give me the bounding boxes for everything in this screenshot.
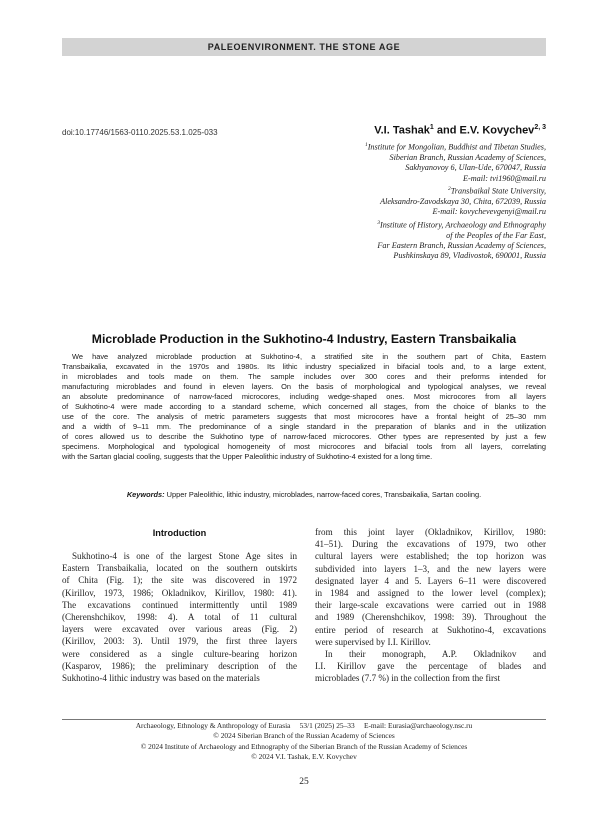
article-title: Microblade Production in the Sukhotino-4 Industry, Eastern Transbaikalia [91,332,517,346]
keywords-label: Keywords: [126,490,165,499]
footer-copyright-1: © 2024 Siberian Branch of the Russian Academy of Sciences [213,731,395,741]
footer-issue: 53/1 (2025) 25–33 [299,721,355,730]
affiliation-text: Siberian Branch, Russian Academy of Sciences, [389,153,546,163]
affiliation-line [290,197,546,207]
body-column-right [315,526,546,685]
body-line: I.I. Kirillov gave the percentage of blades and [315,661,546,672]
footer-copyright-3: © 2024 V.I. Tashak, E.V. Kovychev [251,752,357,762]
footer [62,721,546,763]
body-line: (Kasparov, 1986); the preliminary description of the [62,660,297,671]
affiliation-text: Far Eastern Branch, Russian Academy of Sciences, [377,240,546,250]
body-line: The excavations continued intermittently until 1989 [62,599,297,610]
affiliation-text: Pushkinskaya 89, Vladivostok, 690001, Russia [393,251,546,261]
abstract-line: in microblades and tools made on them. The sample includes over 300 cores and their preforms intended for [62,372,546,382]
author-line [340,124,546,137]
affiliation-line [290,184,546,197]
affiliation-line [290,140,546,153]
abstract-line: Transbaikalia, excavated in the 1970s and 1980s. Its lithic industry specialized in bifacial tools and, to a large extent, [62,362,546,372]
body-line: (Kirillov, 1973, 1986; Okladnikov, Kirillov, 1980: 41). [62,587,297,598]
page-number: 25 [299,777,309,787]
affiliation-text: E-mail: kovychevevgenyi@mail.ru [432,207,546,217]
affiliation-line [290,231,546,241]
affiliation-line [290,207,546,217]
affiliation-text: Aleksandro-Zavodskaya 30, Chita, 672039, Russia [380,196,546,206]
footer-copyright-2: © 2024 Institute of Archaeology and Ethnography of the Siberian Branch of the Russian Academy of Sciences [140,741,468,751]
abstract-line: of cores allowed us to describe the Sukhotino type of narrow-faced microcores. Other types are represented by just a few [62,432,546,442]
body-line: 41–51). During the excavations of 1979, two other [315,539,546,550]
body-line: Sukhotino-4 lithic industry was based on the materials [62,673,260,684]
body-line: cultural layers were established; the top horizon was [315,551,546,562]
doi: doi:10.17746/1563-0110.2025.53.1.025-033 [62,128,218,137]
abstract-line: and a width of 9–11 mm. The predominance of a single standard in the preparation of blanks and in the utilization [62,422,546,432]
affiliation-line [290,174,546,184]
affiliations [290,140,546,261]
body-line: microblades (7.7 %) in the collection from the first [315,673,501,684]
footer-journal: Archaeology, Ethnology & Anthropology of Eurasia [135,721,291,730]
body-line: their large-scale excavations were carried out in 1988 [315,600,546,611]
footer-journal-line [62,721,546,731]
abstract-line: of Sukhotino-4 were made according to a standard scheme, which concerned all stages, from the choice of blanks to the [62,402,546,412]
abstract-line: an absolute predominance of narrow-faced microcores, including wedge-shaped ones. Most microcores from all layers [62,392,546,402]
section-heading: Introduction [152,528,207,538]
body-line: layers were excavated over various areas (Fig. 2) [62,624,297,635]
body-line: subdivided into layers 1–3, and the new layers were [315,563,546,574]
abstract-line: specimens. Morphological and typological homogeneity of most microcores and bifacial tools from all layers, correlating [62,442,546,452]
affiliation-sup: 3 [377,219,380,226]
body-column-left [62,550,297,684]
affiliation-line [290,241,546,251]
author-1: V.I. Tashak [374,124,430,137]
body-line: of Chita (Fig. 1); the site was discovered in 1972 [62,575,297,586]
abstract [62,352,546,463]
footer-email: E-mail: Eurasia@archaeology.nsc.ru [363,721,473,730]
abstract-line: use of the core. The analysis of metric parameters suggests that most microcores have a frontal height of 25–30 mm [62,412,546,422]
body-line: (Cherenshchikov, 1998: 4). A total of 11 cultural [62,612,297,623]
footer-rule [62,719,546,720]
body-line: (Kirillov, 2003: 3). Until 1979, the first three layers [62,636,297,647]
affiliation-sup: 1 [364,142,368,148]
affiliation-text: E-mail: tvi1960@mail.ru [462,173,546,183]
abstract-line: manufacturing microblades and found in eleven layers. On the basis of morphological and typological analyses, we reveal [62,382,546,392]
body-line: were considered as a single culture-bearing horizon [62,648,297,659]
affiliation-text: Transbaikal State University, [450,186,546,196]
keywords [62,490,546,499]
body-line: In their monograph, A.P. Okladnikov and [325,649,546,660]
author-2-sup: 2, 3 [534,124,546,131]
affiliation-line [290,218,546,231]
affiliation-text: Sakhyanovoy 6, Ulan-Ude, 670047, Russia [405,163,546,173]
affiliation-line [290,251,546,261]
affiliation-text: of the Peoples of the Far East, [446,230,546,240]
body-line: Eastern Transbaikalia, located on the southern outskirts [62,563,297,574]
author-1-sup: 1 [429,124,434,131]
body-line: and 1989 (Cherenshchikov, 1998: 39). Throughout the [315,612,546,623]
affiliation-text: Institute for Mongolian, Buddhist and Tibetan Studies, [367,142,546,152]
body-line: Sukhotino-4 is one of the largest Stone Age sites in [72,551,297,561]
abstract-line: We have analyzed microblade production at Sukhotino-4, a stratified site in the southern part of Chita, Eastern [72,352,546,361]
author-2: E.V. Kovychev [459,124,535,137]
author-conjunction: and [433,124,460,137]
body-line: entire period of research at Sukhotino-4, excavations [315,624,546,635]
keywords-text: Upper Paleolithic, lithic industry, microblades, narrow-faced cores, Transbaikalia, Sartan cooling. [164,490,482,499]
affiliation-line [290,153,546,163]
body-line: from this joint layer (Okladnikov, Kirillov, 1980: [315,527,546,537]
body-line: designated layer 4 and 5. Layers 6–11 were discovered [315,575,546,586]
affiliation-sup: 2 [447,185,451,192]
affiliation-text: Institute of History, Archaeology and Ethnography [379,220,546,230]
body-line: in 1984 and assigned to the lower level (complex); [315,588,546,599]
body-line: were supervised by I.I. Kirillov. [315,636,431,647]
section-label: PALEOENVIRONMENT. THE STONE AGE [207,42,401,52]
abstract-line: with the Sartan glacial cooling, suggests that the Upper Paleolithic industry of Sukhotino-4 existed for a long time. [62,452,433,462]
affiliation-line [290,163,546,173]
